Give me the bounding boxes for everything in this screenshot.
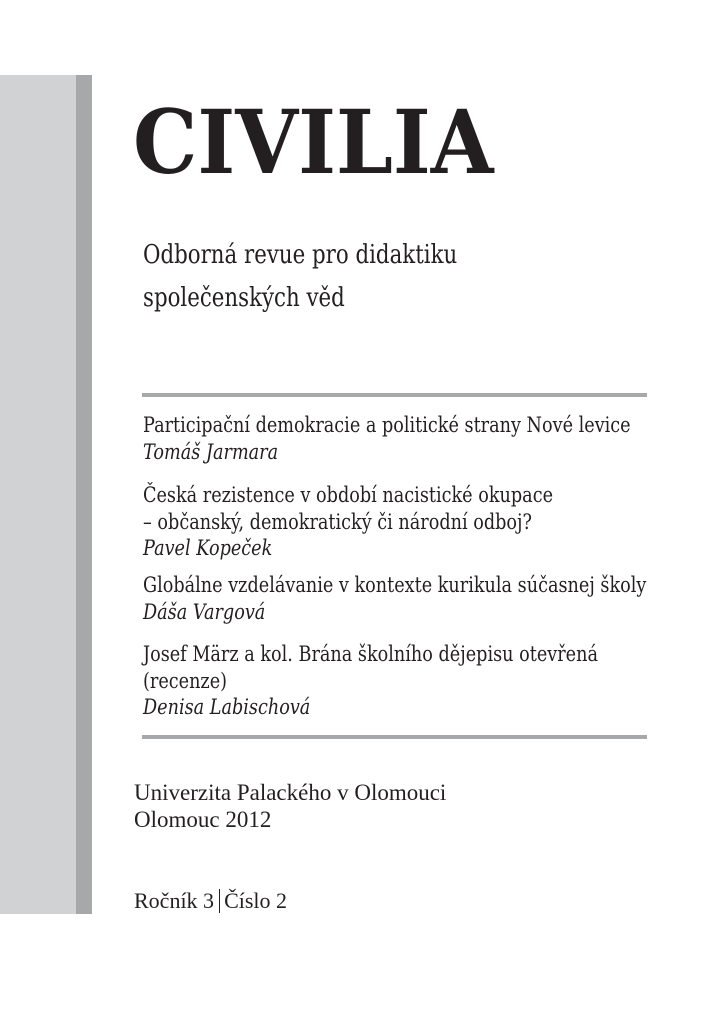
article-title-continued: – občanský, demokratický či národní odboj? [143,509,532,534]
article-entry [143,482,553,562]
subtitle-line-2: společenských věd [143,283,345,313]
publisher-place-year: Olomouc 2012 [134,807,272,832]
article-title: Česká rezistence v období nacistické okupace [143,483,554,507]
journal-subtitle [143,234,457,320]
article-title-continued: (recenze) [143,668,228,693]
contents-top-rule [142,393,647,397]
article-title: Globálne vzdelávanie v kontexte kurikula súčasnej školy [143,573,647,597]
article-author: Dáša Vargová [143,599,266,624]
article-author: Pavel Kopeček [143,536,273,560]
publisher-name: Univerzita Palackého v Olomouci [134,780,447,805]
journal-title: CIVILIA [133,90,494,194]
issue-info [134,888,287,914]
cover-band-dark [76,75,92,914]
article-entry [143,572,646,625]
article-author: Denisa Labischová [143,695,311,719]
article-entry [143,412,631,465]
issue-volume: Ročník 3 [134,888,215,913]
contents-bottom-rule [142,735,647,739]
publisher-block [134,779,446,833]
issue-number: Číslo 2 [224,888,288,913]
article-author: Tomáš Jarmara [143,439,279,464]
article-entry [143,641,598,721]
article-title: Josef März a kol. Brána školního dějepisu otevřená [143,642,598,666]
subtitle-line-1: Odborná revue pro didaktiku [143,240,458,270]
article-title: Participační demokracie a politické strany Nové levice [143,413,631,437]
cover-band-light [0,75,76,914]
issue-separator [219,889,220,913]
